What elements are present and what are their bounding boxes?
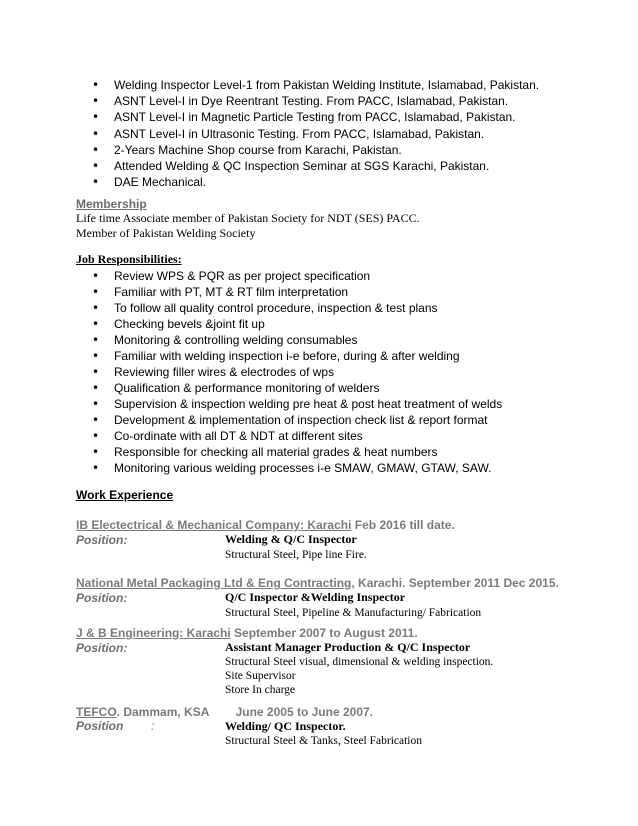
job-role: Q/C Inspector &Welding Inspector (225, 590, 406, 604)
responsibility-item: • Familiar with PT, MT & RT film interpretation (92, 284, 502, 300)
job-dates: Feb 2016 till date. (351, 518, 455, 532)
job-dates: September 2007 to August 2011. (230, 626, 418, 640)
qualification-item: • ASNT Level-I in Dye Reentrant Testing. From PACC, Islamabad, Pakistan. (92, 93, 539, 109)
job-detail: Site Supervisor (225, 670, 296, 682)
position-label: Position: (76, 591, 128, 605)
job-responsibilities-heading: Job Responsibilities: (76, 252, 182, 266)
job-role: Assistant Manager Production & Q/C Inspector (225, 640, 471, 654)
job-company-line (76, 626, 418, 640)
responsibility-item: • Review WPS & PQR as per project specification (92, 268, 502, 284)
responsibility-item: • Qualification & performance monitoring of welders (92, 380, 502, 396)
company-name: TEFCO (76, 705, 117, 719)
job-role: Welding & Q/C Inspector (225, 532, 357, 546)
qualification-item: • Welding Inspector Level-1 from Pakistan Welding Institute, Islamabad, Pakistan. (92, 77, 539, 93)
company-name: J & B Engineering: Karachi (76, 626, 231, 640)
responsibility-item: • Reviewing filler wires & electrodes of wps (92, 364, 502, 380)
responsibility-item: • Monitoring various welding processes i-e SMAW, GMAW, GTAW, SAW. (92, 460, 502, 476)
position-label: Position: (76, 641, 128, 655)
job-responsibilities-list (92, 268, 502, 476)
company-name: IB Electectrical & Mechanical Company: Karachi (76, 518, 352, 532)
responsibility-item: • Checking bevels &joint fit up (92, 316, 502, 332)
job-detail: Structural Steel & Tanks, Steel Fabrication (225, 735, 422, 747)
position-colon: : (151, 719, 155, 733)
job-role: Welding/ QC Inspector. (225, 719, 346, 733)
qualification-item: • Attended Welding & QC Inspection Seminar at SGS Karachi, Pakistan. (92, 158, 539, 174)
job-detail: Structural Steel, Pipe line Fire. (225, 549, 367, 561)
responsibility-item: • Monitoring & controlling welding consumables (92, 332, 502, 348)
job-company-line (76, 518, 455, 532)
qualification-item: • ASNT Level-I in Ultrasonic Testing. From PACC, Islamabad, Pakistan. (92, 126, 539, 142)
job-company-line (76, 705, 373, 719)
responsibility-item: • Co-ordinate with all DT & NDT at different sites (92, 428, 502, 444)
job-dates: . Dammam, KSA June 2005 to June 2007. (116, 705, 373, 719)
responsibility-item: • Familiar with welding inspection i-e before, during & after welding (92, 348, 502, 364)
position-label: Position: (76, 533, 128, 547)
responsibility-item: • To follow all quality control procedure, inspection & test plans (92, 300, 502, 316)
membership-line: Member of Pakistan Welding Society (76, 226, 256, 240)
job-detail: Store In charge (225, 684, 296, 696)
work-experience-heading: Work Experience (76, 488, 174, 502)
job-company-line (76, 576, 559, 590)
membership-line: Life time Associate member of Pakistan Society for NDT (SES) PACC. (76, 211, 420, 225)
job-dates: Karachi. September 2011 Dec 2015. (354, 576, 559, 590)
responsibility-item: • Development & implementation of inspection check list & report format (92, 412, 502, 428)
job-detail: Structural Steel visual, dimensional & welding inspection. (225, 656, 494, 668)
qualifications-list (92, 77, 539, 190)
qualification-item: • DAE Mechanical. (92, 174, 539, 190)
membership-heading: Membership (76, 197, 147, 211)
company-name: National Metal Packaging Ltd & Eng Contracting, (76, 576, 355, 590)
qualification-item: • 2-Years Machine Shop course from Karachi, Pakistan. (92, 142, 539, 158)
qualification-item: • ASNT Level-I in Magnetic Particle Testing from PACC, Islamabad, Pakistan. (92, 109, 539, 125)
responsibility-item: • Responsible for checking all material grades & heat numbers (92, 444, 502, 460)
job-detail: Structural Steel, Pipeline & Manufacturing/ Fabrication (225, 607, 482, 619)
responsibility-item: • Supervision & inspection welding pre heat & post heat treatment of welds (92, 396, 502, 412)
position-label: Position (76, 719, 124, 733)
